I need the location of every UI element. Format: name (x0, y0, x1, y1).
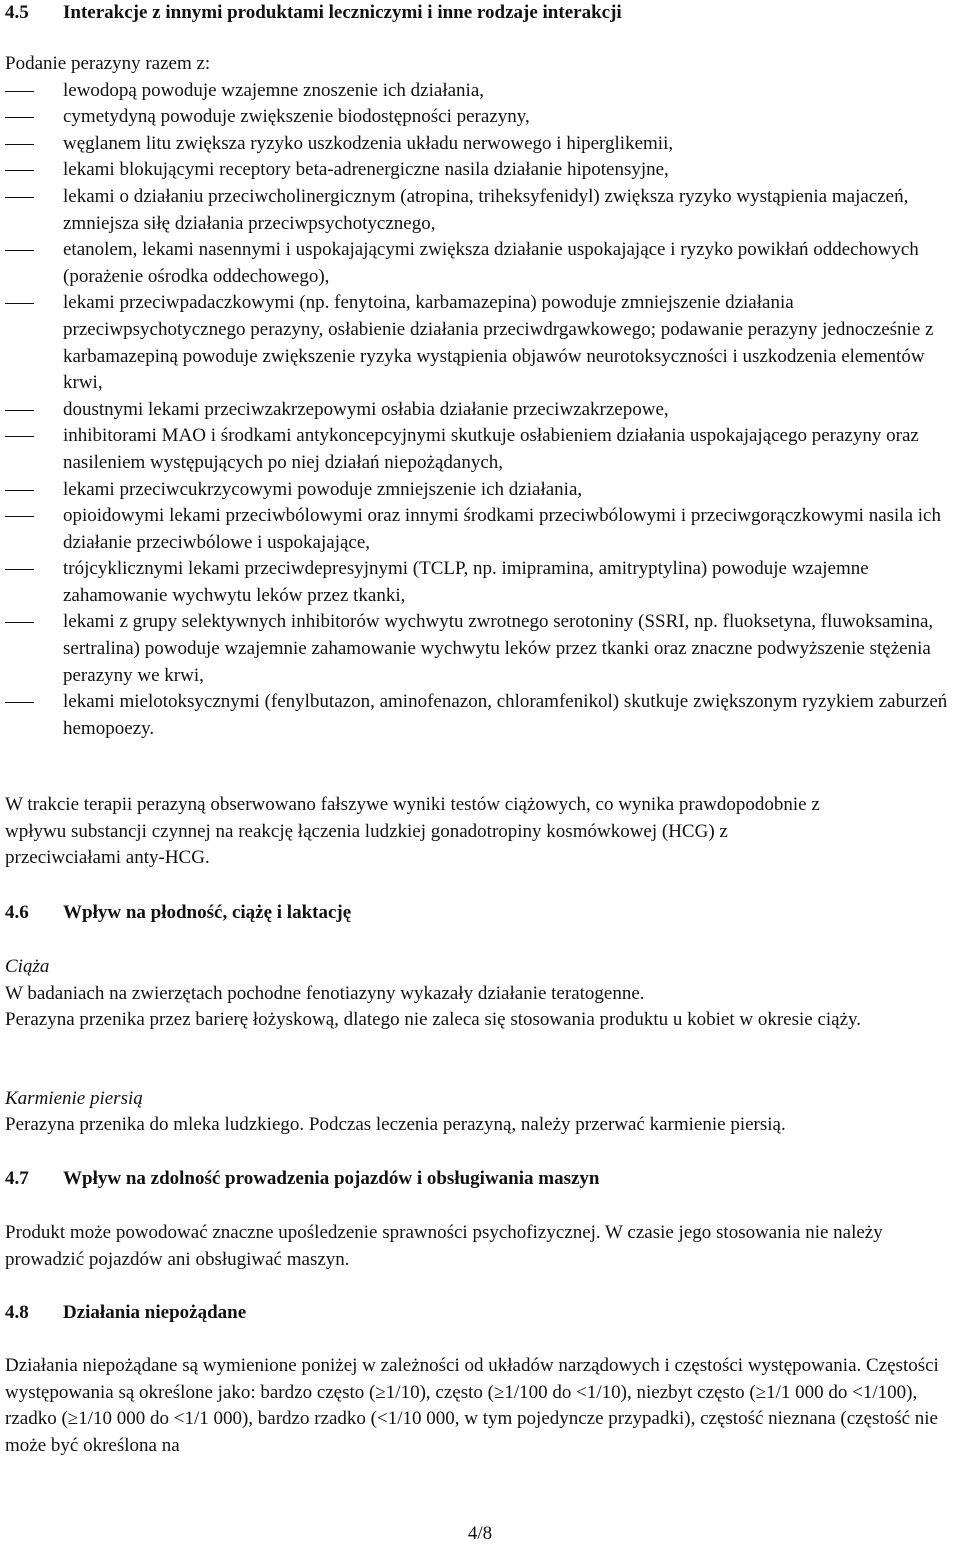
section-title: Interakcje z innymi produktami leczniczymi i inne rodzaje interakcji (63, 2, 622, 23)
section-title: Działania niepożądane (63, 1302, 247, 1323)
dash-bullet (5, 436, 34, 437)
list-item-text: etanolem, lekami nasennymi i uspokajającymi zwiększa działanie uspokajające i ryzyko powikłań oddechowych (porażenie ośrodka oddechowego), (63, 239, 919, 287)
section-number: 4.5 (5, 2, 29, 23)
dash-bullet (5, 144, 34, 145)
section-title: Wpływ na płodność, ciążę i laktację (63, 902, 352, 923)
section-title: Wpływ na zdolność prowadzenia pojazdów i obsługiwania maszyn (63, 1168, 600, 1189)
list-item (5, 131, 957, 158)
page-number: 4/8 (467, 1523, 493, 1544)
list-item-text: węglanem litu zwiększa ryzyko uszkodzenia układu nerwowego i hiperglikemii, (63, 132, 674, 154)
pregnancy-test-note: W trakcie terapii perazyną obserwowano fałszywe wyniki testów ciążowych, co wynika prawdopodobnie z wpływu substancji czynnej na reakcję łączenia ludzkiej gonadotropiny kosmówkowej (HCG) z przeciwciałami anty-HCG. (5, 794, 820, 869)
pregnancy-paragraph-2: Perazyna przenika przez barierę łożyskową, dlatego nie zaleca się stosowania produktu u kobiet w okresie ciąży. (5, 1009, 862, 1030)
list-item (5, 503, 957, 556)
list-item-text: lekami przeciwpadaczkowymi (np. fenytoina, karbamazepina) powoduje zmniejszenie działania przeciwpsychotycznego perazyny, osłabienie działania przeciwdrgawkowego; podawanie perazyny jednocześnie z karbamazepiną powoduje zwiększenie ryzyka wystąpienia objawów neurotoksyczności i uszkodzenia elementów krwi, (63, 292, 934, 394)
dash-bullet (5, 303, 34, 304)
list-item (5, 689, 957, 742)
list-item-text: lekami o działaniu przeciwcholinergicznym (atropina, triheksyfenidyl) zwiększa ryzyko wystąpienia majaczeń, zmniejsza siłę działania przeciwpsychotycznego, (63, 185, 909, 234)
list-item (5, 477, 957, 504)
list-item (5, 290, 957, 396)
driving-paragraph: Produkt może powodować znaczne upośledzenie sprawności psychofizycznej. W czasie jego stosowania nie należy prowadzić pojazdów ani obsługiwać maszyn. (5, 1222, 883, 1270)
section-4-5-heading (5, 0, 622, 27)
list-item (5, 423, 957, 476)
dash-bullet (5, 516, 34, 517)
dash-bullet (5, 490, 34, 491)
section-4-7-heading (5, 1166, 599, 1193)
breastfeeding-paragraph: Perazyna przenika do mleka ludzkiego. Podczas leczenia perazyną, należy przerwać karmienie piersią. (5, 1114, 786, 1135)
list-item (5, 556, 957, 609)
interactions-intro: Podanie perazyny razem z: (5, 53, 211, 74)
list-item (5, 78, 957, 105)
section-number: 4.7 (5, 1168, 29, 1189)
list-item-text: lekami z grupy selektywnych inhibitorów wychwytu zwrotnego serotoniny (SSRI, np. fluoksetyna, fluwoksamina, sertralina) powoduje wzajemnie zahamowanie wychwytu leków przez tkanki oraz znaczne podwyższenie stężenia perazyny we krwi, (63, 611, 934, 686)
adverse-effects-paragraph: Działania niepożądane są wymienione poniżej w zależności od układów narządowych i częstości występowania. Częstości występowania są określone jako: bardzo często (≥1/10), często (≥1/100 do <1/10), niezbyt często (≥1/1 000 do <1/100), rzadko (≥1/10 000 do <1/1 000), bardzo rzadko (<1/10 000, w tym pojedyncze przypadki), częstość nieznana (częstość nie może być określona na (5, 1355, 939, 1456)
dash-bullet (5, 170, 34, 171)
dash-bullet (5, 569, 34, 570)
dash-bullet (5, 91, 34, 92)
list-item-text: trójcyklicznymi lekami przeciwdepresyjnymi (TCLP, np. imipramina, amitryptylina) powoduje wzajemne zahamowanie wychwytu leków przez tkanki, (63, 558, 869, 606)
list-item (5, 157, 957, 184)
pregnancy-subheading: Ciąża (5, 956, 50, 977)
dash-bullet (5, 702, 34, 703)
list-item-text: lekami przeciwcukrzycowymi powoduje zmniejszenie ich działania, (63, 478, 583, 500)
list-item-text: doustnymi lekami przeciwzakrzepowymi osłabia działanie przeciwzakrzepowe, (63, 398, 669, 420)
list-item-text: cymetydyną powoduje zwiększenie biodostępności perazyny, (63, 106, 530, 128)
dash-bullet (5, 117, 34, 118)
dash-bullet (5, 250, 34, 251)
list-item (5, 184, 957, 237)
list-item (5, 104, 957, 131)
section-4-8-heading (5, 1300, 246, 1327)
pregnancy-paragraph-1: W badaniach na zwierzętach pochodne fenotiazyny wykazały działanie teratogenne. (5, 983, 645, 1004)
list-item-text: inhibitorami MAO i środkami antykoncepcyjnymi skutkuje osłabieniem działania uspokajającego perazyny oraz nasileniem występujących po niej działań niepożądanych, (63, 425, 919, 473)
dash-bullet (5, 197, 34, 198)
section-4-6-heading (5, 900, 351, 927)
list-item (5, 397, 957, 424)
list-item (5, 237, 957, 290)
section-number: 4.6 (5, 902, 29, 923)
list-item-text: lewodopą powoduje wzajemne znoszenie ich działania, (63, 79, 484, 101)
dash-bullet (5, 622, 34, 623)
section-number: 4.8 (5, 1302, 29, 1323)
dash-bullet (5, 410, 34, 411)
breastfeeding-subheading: Karmienie piersią (5, 1088, 143, 1109)
list-item-text: opioidowymi lekami przeciwbólowymi oraz innymi środkami przeciwbólowymi i przeciwgorączkowymi nasila ich działanie przeciwbólowe i uspokajające, (63, 505, 941, 553)
list-item-text: lekami mielotoksycznymi (fenylbutazon, aminofenazon, chloramfenikol) skutkuje zwiększonym ryzykiem zaburzeń hemopoezy. (63, 691, 948, 739)
list-item-text: lekami blokującymi receptory beta-adrenergiczne nasila działanie hipotensyjne, (63, 159, 669, 181)
interactions-list (5, 78, 957, 743)
interactions-block (5, 51, 957, 742)
list-item (5, 609, 957, 689)
